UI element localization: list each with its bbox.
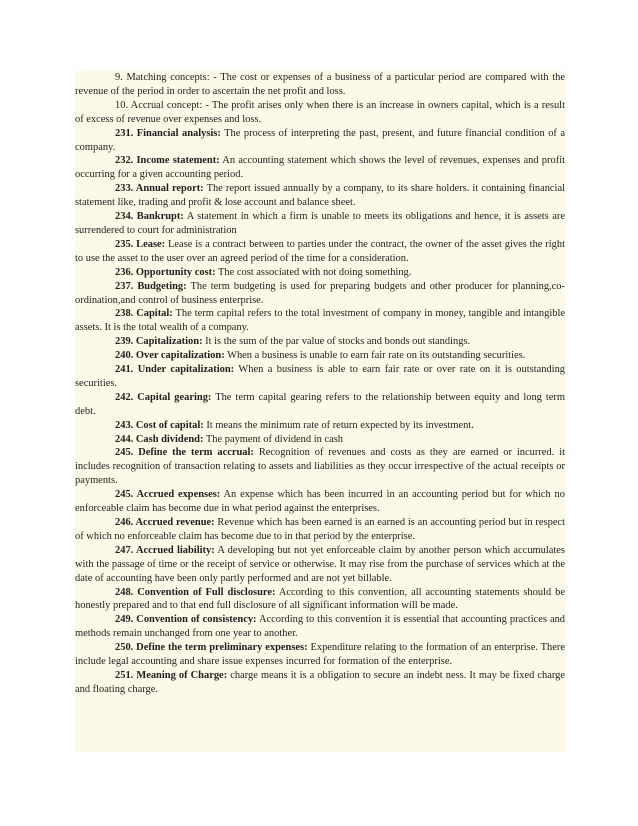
entry-number: 232. bbox=[115, 155, 137, 167]
entry-definition: The process of interpreting the past, present, and future financial condition of a company. bbox=[75, 127, 566, 153]
entry-definition: When a business is able to earn fair rate or over rate on it is outstanding securities. bbox=[75, 364, 566, 389]
entry-definition: It is the sum of the par value of stocks and bonds out standings. bbox=[202, 336, 471, 348]
entry-term-text: Lease: bbox=[136, 238, 166, 250]
entry-term-text: Budgeting: bbox=[137, 280, 187, 292]
entry-term-text: Accrued revenue: bbox=[135, 517, 215, 528]
glossary-entry bbox=[75, 669, 565, 697]
glossary-entry bbox=[75, 641, 565, 669]
glossary-entry bbox=[75, 419, 565, 433]
glossary-entry bbox=[75, 544, 565, 586]
entry-definition: Recognition of revenues and costs as they are earned or incurred. it includes recognition of transaction relating to assets and liabilities as they occur irrespective of the actual receipts or payments. bbox=[75, 447, 565, 487]
glossary-entry bbox=[75, 266, 565, 280]
entry-number: 244. bbox=[115, 433, 136, 445]
entry-definition: The report issued annually by a company, to its share holders. it containing financial statement like, trading and profit & lose account and balance sheet. bbox=[75, 183, 565, 209]
entry-term-text: Under capitalization: bbox=[137, 364, 235, 376]
entry-number: 242. bbox=[115, 391, 138, 403]
entry-term bbox=[115, 364, 234, 375]
glossary-entry bbox=[75, 127, 565, 155]
entry-definition: An accounting statement which shows the level of revenues, expenses and profit occurring for a given accounting period. bbox=[75, 155, 565, 181]
entry-definition: The profit arises only when there is an increase in owners capital, which is a result of excess of revenue over expenses and loss. bbox=[75, 99, 565, 125]
entry-definition: The term budgeting is used for preparing budgets and other producer for planning,co-ordination,and control of business enterprise. bbox=[75, 280, 565, 306]
glossary-list bbox=[75, 71, 565, 697]
entry-term bbox=[115, 128, 221, 139]
glossary-entry bbox=[75, 99, 565, 127]
entry-definition: It means the minimum rate of return expected by its investment. bbox=[203, 419, 474, 431]
entry-number: 247. bbox=[115, 544, 136, 556]
entry-number: 235. bbox=[115, 238, 137, 250]
entry-definition: The cost or expenses of a business of a particular period are compared with the revenue of the period in order to ascertain the net profit and loss. bbox=[75, 72, 565, 97]
entry-term bbox=[115, 434, 203, 445]
glossary-entry bbox=[75, 335, 565, 349]
entry-term-text: Bankrupt: bbox=[136, 211, 184, 223]
entry-term bbox=[115, 350, 225, 361]
entry-number: 237. bbox=[115, 280, 138, 292]
entry-term-text: Capital gearing: bbox=[137, 391, 212, 403]
entry-number: 239. bbox=[115, 336, 136, 348]
entry-definition: Lease is a contract between to parties under the contract, the owner of the asset gives the right to use the asset to the user over an agreed period of the time for a consideration. bbox=[75, 238, 566, 264]
glossary-entry bbox=[75, 280, 565, 308]
entry-number: 243. bbox=[115, 419, 136, 431]
glossary-entry bbox=[75, 586, 565, 614]
entry-term-text: Accrued expenses: bbox=[136, 489, 221, 501]
entry-definition: Expenditure relating to the formation of an enterprise. There include legal accounting and share issue expenses incurred for formation of the enterprise. bbox=[75, 642, 566, 668]
entry-definition: Revenue which has been earned is an earned is an accounting period but in respect of which no enforceable claim has become due to in that period by the enterprise. bbox=[75, 517, 565, 542]
glossary-entry bbox=[75, 182, 565, 210]
entry-definition: The payment of dividend in cash bbox=[203, 433, 343, 445]
entry-term-text: Annual report: bbox=[135, 183, 204, 195]
entry-term-text: Over capitalization: bbox=[135, 350, 225, 362]
entry-term-text: Accrued liability: bbox=[136, 544, 215, 556]
entry-term-text: Cash dividend: bbox=[135, 433, 204, 445]
entry-term bbox=[115, 183, 204, 194]
entry-term bbox=[115, 517, 215, 528]
glossary-entry bbox=[75, 71, 565, 99]
entry-term bbox=[115, 545, 215, 556]
entry-number: 234. bbox=[115, 211, 137, 223]
entry-term bbox=[115, 489, 220, 500]
entry-term bbox=[115, 642, 308, 653]
entry-term-text: Define the term accrual: bbox=[138, 447, 254, 459]
entry-definition: When a business is unable to earn fair rate on its outstanding securities. bbox=[224, 350, 526, 362]
glossary-entry bbox=[75, 613, 565, 641]
entry-definition: The term capital gearing refers to the relationship between equity and long term debt. bbox=[75, 391, 565, 417]
entry-term-text: Cost of capital: bbox=[135, 419, 204, 431]
entry-number: 241. bbox=[115, 364, 138, 376]
entry-term bbox=[115, 281, 187, 292]
entry-term bbox=[115, 670, 227, 681]
glossary-entry bbox=[75, 349, 565, 363]
entry-number: 251. bbox=[115, 669, 137, 681]
entry-term-text: Financial analysis: bbox=[136, 127, 221, 139]
entry-definition: An expense which has been incurred in an accounting period but for which no enforceable claim has become due in what period against the enterprises. bbox=[75, 489, 565, 515]
entry-number: 9. bbox=[115, 72, 127, 83]
glossary-entry bbox=[75, 154, 565, 182]
entry-number: 248. bbox=[115, 586, 138, 598]
entry-number: 233. bbox=[115, 183, 136, 195]
entry-number: 250. bbox=[115, 642, 137, 654]
entry-term bbox=[115, 308, 173, 319]
entry-term-plain: Accrual concept: - bbox=[130, 99, 209, 111]
entry-number: 231. bbox=[115, 127, 137, 139]
entry-term bbox=[115, 211, 184, 222]
entry-term bbox=[115, 420, 204, 431]
entry-term bbox=[115, 155, 220, 166]
glossary-entry bbox=[75, 391, 565, 419]
entry-term-text: Convention of consistency: bbox=[136, 614, 257, 626]
entry-term bbox=[115, 447, 254, 458]
entry-number: 245. bbox=[115, 447, 139, 459]
entry-term-text: Capital: bbox=[136, 308, 173, 320]
entry-definition: A statement in which a firm is unable to meets its obligations and hence, it is assets are surrendered to court for administration bbox=[75, 211, 565, 236]
entry-definition: charge means it is a obligation to secure an indebt ness. It may be fixed charge and floating charge. bbox=[75, 669, 566, 695]
entry-number: 240. bbox=[115, 350, 136, 362]
entry-definition: According to this convention, all accounting statements should be honestly prepared and to that end full disclosure of all significant information will be made. bbox=[75, 586, 566, 612]
entry-definition: The cost associated with not doing something. bbox=[215, 266, 412, 278]
entry-number: 245. bbox=[115, 489, 137, 501]
entry-term bbox=[115, 614, 257, 625]
entry-term bbox=[115, 392, 211, 403]
entry-number: 238. bbox=[115, 308, 137, 320]
glossary-entry bbox=[75, 516, 565, 544]
glossary-entry bbox=[75, 488, 565, 516]
entry-number: 236. bbox=[115, 266, 136, 278]
glossary-entry bbox=[75, 433, 565, 447]
entry-definition: The term capital refers to the total investment of company in money, tangible and intangible assets. It is the total wealth of a company. bbox=[75, 308, 565, 334]
entry-number: 246. bbox=[115, 517, 136, 528]
entry-term bbox=[115, 336, 203, 347]
entry-term-text: Capitalization: bbox=[135, 336, 203, 348]
entry-term-text: Convention of Full disclosure: bbox=[137, 586, 276, 598]
glossary-entry bbox=[75, 210, 565, 238]
entry-term-text: Opportunity cost: bbox=[135, 266, 216, 278]
document-page bbox=[75, 71, 565, 752]
entry-term-text: Define the term preliminary expenses: bbox=[136, 642, 308, 654]
entry-term bbox=[115, 239, 165, 250]
entry-definition: According to this convention it is essential that accounting practices and methods remain unchanged from one year to another. bbox=[75, 614, 566, 640]
entry-term-plain: Matching concepts: - bbox=[126, 72, 217, 83]
glossary-entry bbox=[75, 307, 565, 335]
entry-term bbox=[115, 587, 275, 598]
entry-term-text: Meaning of Charge: bbox=[136, 669, 228, 681]
glossary-entry bbox=[75, 363, 565, 391]
entry-number: 249. bbox=[115, 614, 137, 626]
entry-term-text: Income statement: bbox=[136, 155, 220, 167]
glossary-entry bbox=[75, 446, 565, 488]
entry-number: 10. bbox=[115, 99, 131, 111]
entry-definition: A developing but not yet enforceable claim by another person which accumulates with the passage of time or the receipt of service or otherwise. It may rise from the purchase of services which at the date of accounting have been only partly performed and are not yet billable. bbox=[75, 544, 565, 584]
entry-term bbox=[115, 267, 216, 278]
glossary-entry bbox=[75, 238, 565, 266]
